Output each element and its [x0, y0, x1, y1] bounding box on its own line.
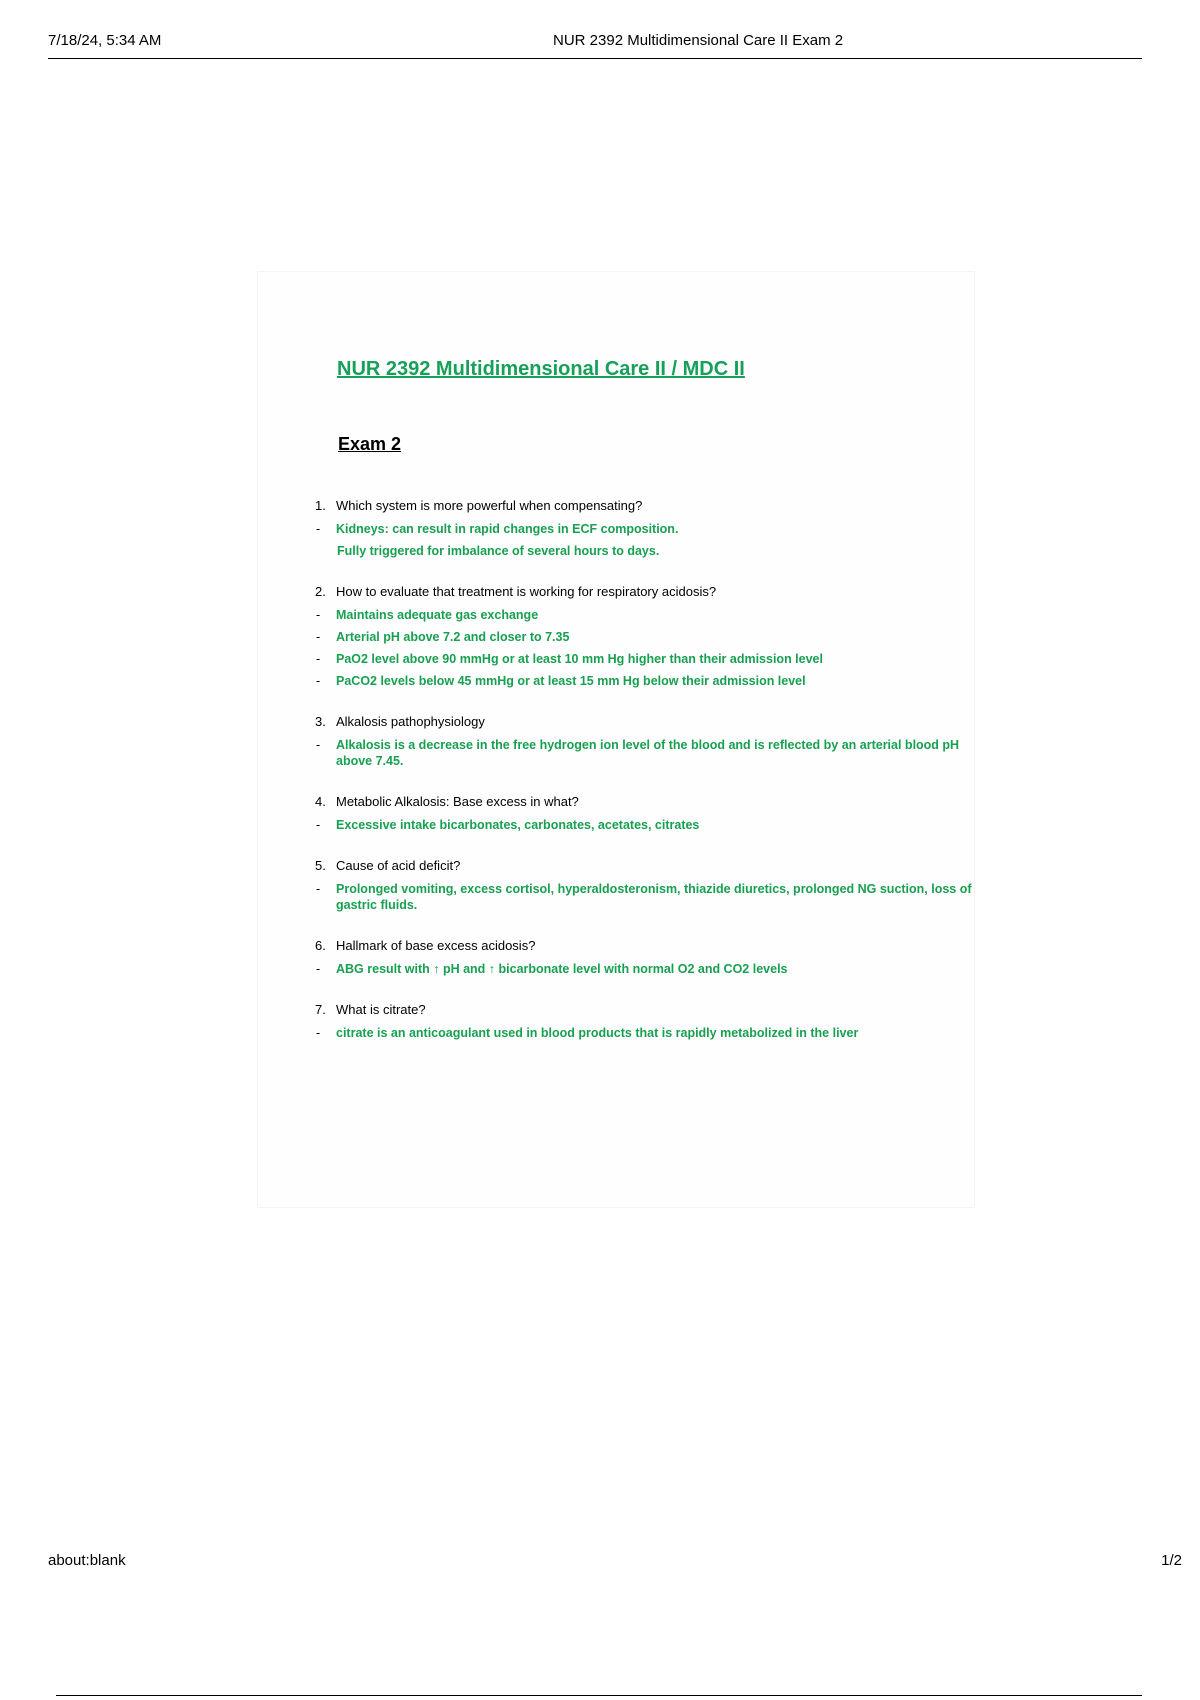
question-text: What is citrate?	[336, 1002, 426, 1017]
bullet-dash: -	[316, 738, 321, 752]
question-3	[313, 713, 973, 769]
question-5	[313, 857, 973, 913]
answer-text: Excessive intake bicarbonates, carbonates, acetates, citrates	[336, 818, 700, 832]
answer-text: ABG result with ↑ pH and ↑ bicarbonate level with normal O2 and CO2 levels	[336, 962, 788, 976]
print-page-title: NUR 2392 Multidimensional Care II Exam 2	[553, 32, 844, 49]
answer-continuation: Fully triggered for imbalance of several hours to days.	[337, 544, 660, 558]
question-text: Hallmark of base excess acidosis?	[336, 938, 536, 953]
answer-item	[313, 607, 973, 623]
answer-text: Arterial pH above 7.2 and closer to 7.35	[336, 630, 570, 644]
print-datetime: 7/18/24, 5:34 AM	[48, 32, 162, 49]
bottom-rule	[56, 1695, 1142, 1696]
print-header	[48, 30, 1142, 59]
answer-item	[313, 673, 973, 689]
answer-item	[313, 629, 973, 645]
bullet-dash: -	[316, 882, 321, 896]
question-text: How to evaluate that treatment is working for respiratory acidosis?	[336, 584, 717, 599]
question-number: 4.	[315, 794, 326, 809]
bullet-dash: -	[316, 818, 321, 832]
bullet-dash: -	[316, 522, 321, 536]
question-7	[313, 1001, 973, 1041]
question-number: 5.	[315, 858, 326, 873]
question-4	[313, 793, 973, 833]
document-subheading: Exam 2	[338, 434, 402, 454]
answer-item	[313, 521, 973, 537]
question-1	[313, 497, 973, 559]
question-list	[313, 497, 973, 1065]
bullet-dash: -	[316, 608, 321, 622]
print-url: about:blank	[48, 1552, 126, 1569]
page-number: 1/2	[1161, 1552, 1182, 1569]
answer-text: PaCO2 levels below 45 mmHg or at least 15 mm Hg below their admission level	[336, 674, 806, 688]
answer-text: Alkalosis is a decrease in the free hydrogen ion level of the blood and is reflected by an arterial blood pH above 7.45.	[336, 738, 960, 768]
question-number: 6.	[315, 938, 326, 953]
question-6	[313, 937, 973, 977]
question-number: 2.	[315, 584, 326, 599]
bullet-dash: -	[316, 630, 321, 644]
bullet-dash: -	[316, 1026, 321, 1040]
answer-item	[313, 651, 973, 667]
answer-item	[313, 817, 973, 833]
question-2	[313, 583, 973, 689]
question-number: 3.	[315, 714, 326, 729]
bullet-dash: -	[316, 962, 321, 976]
question-number: 7.	[315, 1002, 326, 1017]
question-text: Alkalosis pathophysiology	[336, 714, 485, 729]
answer-text: Prolonged vomiting, excess cortisol, hyperaldosteronism, thiazide diuretics, prolonged NG suction, loss of gastric fluids.	[336, 882, 972, 912]
question-text: Which system is more powerful when compensating?	[336, 498, 643, 513]
document-heading: NUR 2392 Multidimensional Care II / MDC II	[337, 358, 745, 380]
answer-text: Kidneys: can result in rapid changes in ECF composition.	[336, 522, 679, 536]
answer-item	[313, 1025, 973, 1041]
answer-item	[313, 881, 973, 913]
answer-item	[313, 737, 973, 769]
answer-item	[313, 961, 973, 977]
answer-text: Maintains adequate gas exchange	[336, 608, 539, 622]
question-number: 1.	[315, 498, 326, 513]
bullet-dash: -	[316, 674, 321, 688]
question-text: Cause of acid deficit?	[336, 858, 461, 873]
answer-text: citrate is an anticoagulant used in blood products that is rapidly metabolized in the liver	[336, 1026, 859, 1040]
bullet-dash: -	[316, 652, 321, 666]
answer-text: PaO2 level above 90 mmHg or at least 10 mm Hg higher than their admission level	[336, 652, 823, 666]
question-text: Metabolic Alkalosis: Base excess in what?	[336, 794, 579, 809]
